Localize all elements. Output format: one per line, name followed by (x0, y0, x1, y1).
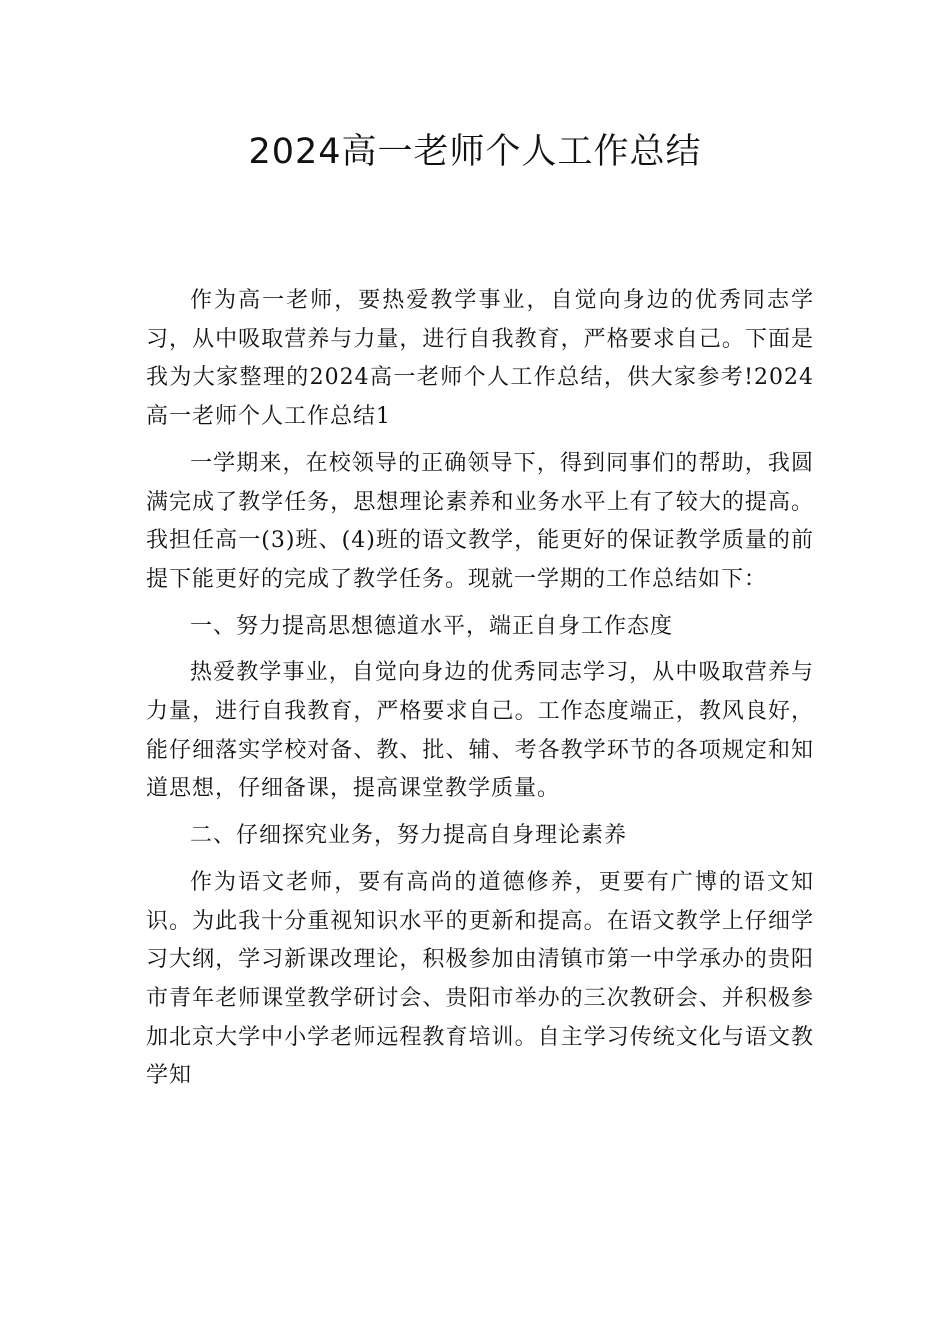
document-title: 2024高一老师个人工作总结 (248, 132, 702, 172)
paragraph-section-1: 热爱教学事业，自觉向身边的优秀同志学习，从中吸取营养与力量，进行自我教育，严格要求自己。工作态度端正，教风良好，能仔细落实学校对备、教、批、辅、考各教学环节的各项规定和知道思想，仔细备课，提高课堂教学质量。 (146, 660, 814, 802)
paragraph-intro: 作为高一老师，要热爱教学事业，自觉向身边的优秀同志学习，从中吸取营养与力量，进行自我教育，严格要求自己。下面是我为大家整理的2024高一老师个人工作总结，供大家参考!2024高一老师个人工作总结1 (146, 288, 814, 430)
document-body (146, 282, 814, 1104)
paragraph-summary: 一学期来，在校领导的正确领导下，得到同事们的帮助，我圆满完成了教学任务，思想理论素养和业务水平上有了较大的提高。我担任高一(3)班、(4)班的语文教学，能更好的保证教学质量的前提下能更好的完成了教学任务。现就一学期的工作总结如下： (146, 450, 814, 592)
section-heading-1: 一、努力提高思想德道水平，端正自身工作态度 (190, 613, 674, 639)
section-heading-2: 二、仔细探究业务，努力提高自身理论素养 (190, 823, 628, 849)
paragraph-section-2: 作为语文老师，要有高尚的道德修养，更要有广博的语文知识。为此我十分重视知识水平的更新和提高。在语文教学上仔细学习大纲，学习新课改理论，积极参加由清镇市第一中学承办的贵阳市青年老师课堂教学研讨会、贵阳市举办的三次教研会、并积极参加北京大学中小学老师远程教育培训。自主学习传统文化与语文教学知 (146, 869, 814, 1089)
